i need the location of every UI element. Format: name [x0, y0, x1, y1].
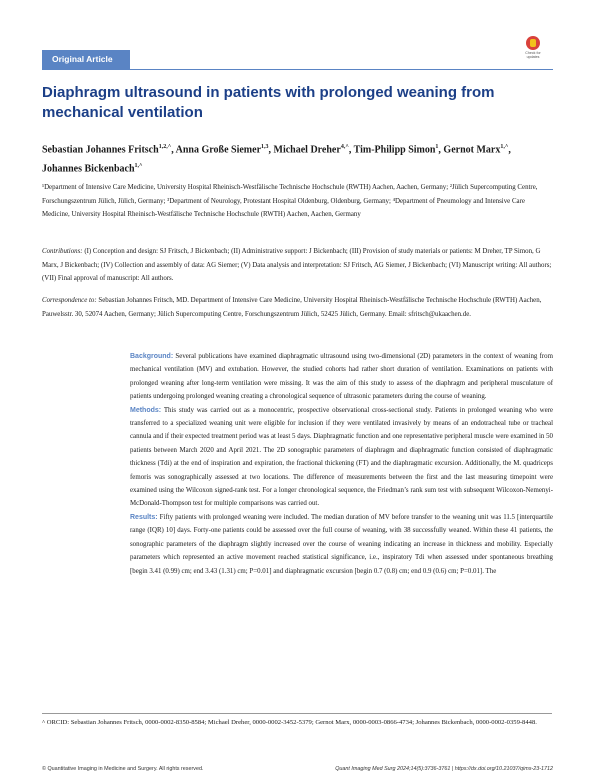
- crossmark-icon: [526, 36, 540, 50]
- correspondence: [42, 294, 552, 321]
- contributions-text: (I) Conception and design: SJ Fritsch, J Bickenbach; (II) Administrative support: J Bickenbach; (III) Provision of study materials or patients: M Dreher, TP Simon, G Marx, J Bickenbach; (IV) Collection and assembly of data: AG Siemer; (V) Data analysis and interpretation: SJ Fritsch, AG Siemer, J Bickenbach; (VI) Manuscript writing: All authors; (VII) Final approval of manuscript: All authors.: [42, 248, 552, 282]
- footer-copyright: © Quantitative Imaging in Medicine and Surgery. All rights reserved.: [42, 766, 204, 772]
- author-name[interactable]: , Gernot Marx: [438, 144, 501, 156]
- abstract-results: [130, 511, 553, 578]
- footer-citation[interactable]: Quant Imaging Med Surg 2024;14(5):3736-3761 | https://dx.doi.org/10.21037/qims-23-1712: [335, 766, 553, 772]
- author-name[interactable]: , Tim-Philipp Simon: [348, 144, 436, 156]
- abstract-background-heading: Background:: [130, 353, 174, 360]
- abstract-methods-text: This study was carried out as a monocentric, prospective observational cross-sectional study. Patients in prolonged weaning who were transferred to a specialized weaning unit were eligible for inclusion if they were ventilated invasively by means of an endotracheal tube or tracheal cannula and if their expected treatment period was at least 5 days. Diaphragmatic function and one representative peripheral muscle were examined in 50 patients between March 2020 and April 2021. The 2D sonographic parameters of diaphragm and diaphragmatic function consisted of diaphragmatic thickness (Tdi) at the end of inspiration and expiration, the fractional thickening (FT) and the diaphragmatic excursion. Additionally, the M. quadriceps femoris was sonographically assessed at two locations. The difference of measurements between the first and the last measuring timepoint were examined using the Wilcoxon signed-rank test. For a longer chronological sequence, the Friedman’s rank sum test with subsequent Wilcoxon-Nemenyi-McDonald-Thompson test for multiple comparisons was carried out.: [130, 406, 553, 508]
- abstract-background-text: Several publications have examined diaphragmatic ultrasound using two-dimensional (2D) parameters in the context of weaning from mechanical ventilation (MV) and extubation. However, the studied cohorts had rather short duration of ventilation. Examinations on patients with prolonged weaning after long-term ventilation were missing. It was the aim of this study to assess of the diaphragm and peripheral musculature of patients undergoing prolonged weaning creating a chronological sequence of ultrasonic parameters during the course of weaning.: [130, 353, 553, 401]
- page-footer: [42, 766, 553, 772]
- abstract-methods-heading: Methods:: [130, 406, 162, 414]
- header-rule: [42, 69, 553, 70]
- author-affiliation-sup: 4,^: [340, 144, 349, 150]
- abstract-results-heading: Results:: [130, 513, 158, 521]
- author-affiliation-sup: 1,^: [134, 163, 143, 170]
- correspondence-label: Correspondence to:: [42, 297, 97, 304]
- article-title: Diaphragm ultrasound in patients with prolonged weaning from mechanical ventilation: [42, 84, 495, 121]
- contributions-label: Contributions:: [42, 248, 83, 255]
- contributions: [42, 245, 552, 286]
- abstract: [130, 350, 553, 578]
- author-list: [42, 139, 552, 178]
- orcid-footnote: ^ ORCID: Sebastian Johannes Fritsch, 0000-0002-8350-8584; Michael Dreher, 0000-0002-3452-5379; Gernot Marx, 0000-0003-0866-4734; Johannes Bickenbach, 0000-0002-0359-8448.: [42, 713, 552, 729]
- author-affiliation-sup: 1: [435, 144, 439, 150]
- author-name[interactable]: , Michael Dreher: [268, 144, 341, 156]
- check-for-updates-button[interactable]: [521, 36, 545, 60]
- abstract-results-text: Fifty patients with prolonged weaning were included. The median duration of MV before transfer to the weaning unit was 11.5 [interquartile range (IQR) 10] days. Forty-one patients could be assessed over the full course of weaning, with 38 successfully weaned. Within these 41 patients, the sonographic parameters of the diaphragm slightly increased over the course of weaning indicating an increase in thickness and mobility. Especially parameters which represented an active movement reached statistical significance, i.e., inspiratory Tdi when assessed under spontaneous breathing [begin 3.41 (0.99) cm; end 3.43 (1.31) cm; P=0.01] and diaphragmatic excursion [begin 0.7 (0.8) cm; end 0.9 (0.6) cm; P=0.01]. The: [130, 513, 553, 575]
- crossmark-label: Check for updates: [525, 51, 541, 59]
- author-affiliation-sup: 1,^: [500, 144, 509, 150]
- author-affiliation-sup: 1,3: [261, 144, 269, 150]
- author-name[interactable]: , Anna Große Siemer: [171, 144, 262, 156]
- correspondence-text: Sebastian Johannes Fritsch, MD. Department of Intensive Care Medicine, University Hospital Rheinisch-Westfälische Technische Hochschule (RWTH) Aachen, Pauwelsstr. 30, 52074 Aachen, Germany; Jülich Supercomputing Centre, Forschungszentrum Jülich, 52425 Jülich, Germany. Email: sfritsch@ukaachen.de.: [42, 297, 542, 318]
- affiliations: ¹Department of Intensive Care Medicine, University Hospital Rheinisch-Westfälische Technische Hochschule (RWTH) Aachen, Aachen, Germany; ²Jülich Supercomputing Centre, Forschungszentrum Jülich, Jülich, Germany; ³Department of Neurology, Protestant Hospital Oldenburg, Oldenburg, Germany; ⁴Department of Pneumology and Intensive Care Medicine, University Hospital Rheinisch-Westfälische Technische Hochschule (RWTH) Aachen, Aachen, Germany: [42, 184, 538, 218]
- abstract-methods: [130, 404, 553, 511]
- author-name[interactable]: Sebastian Johannes Fritsch: [42, 144, 159, 156]
- article-type-badge: Original Article: [42, 50, 130, 69]
- abstract-background: [130, 350, 553, 404]
- author-affiliation-sup: 1,2,^: [158, 144, 172, 150]
- author-name[interactable]: , Johannes Bickenbach: [42, 144, 511, 175]
